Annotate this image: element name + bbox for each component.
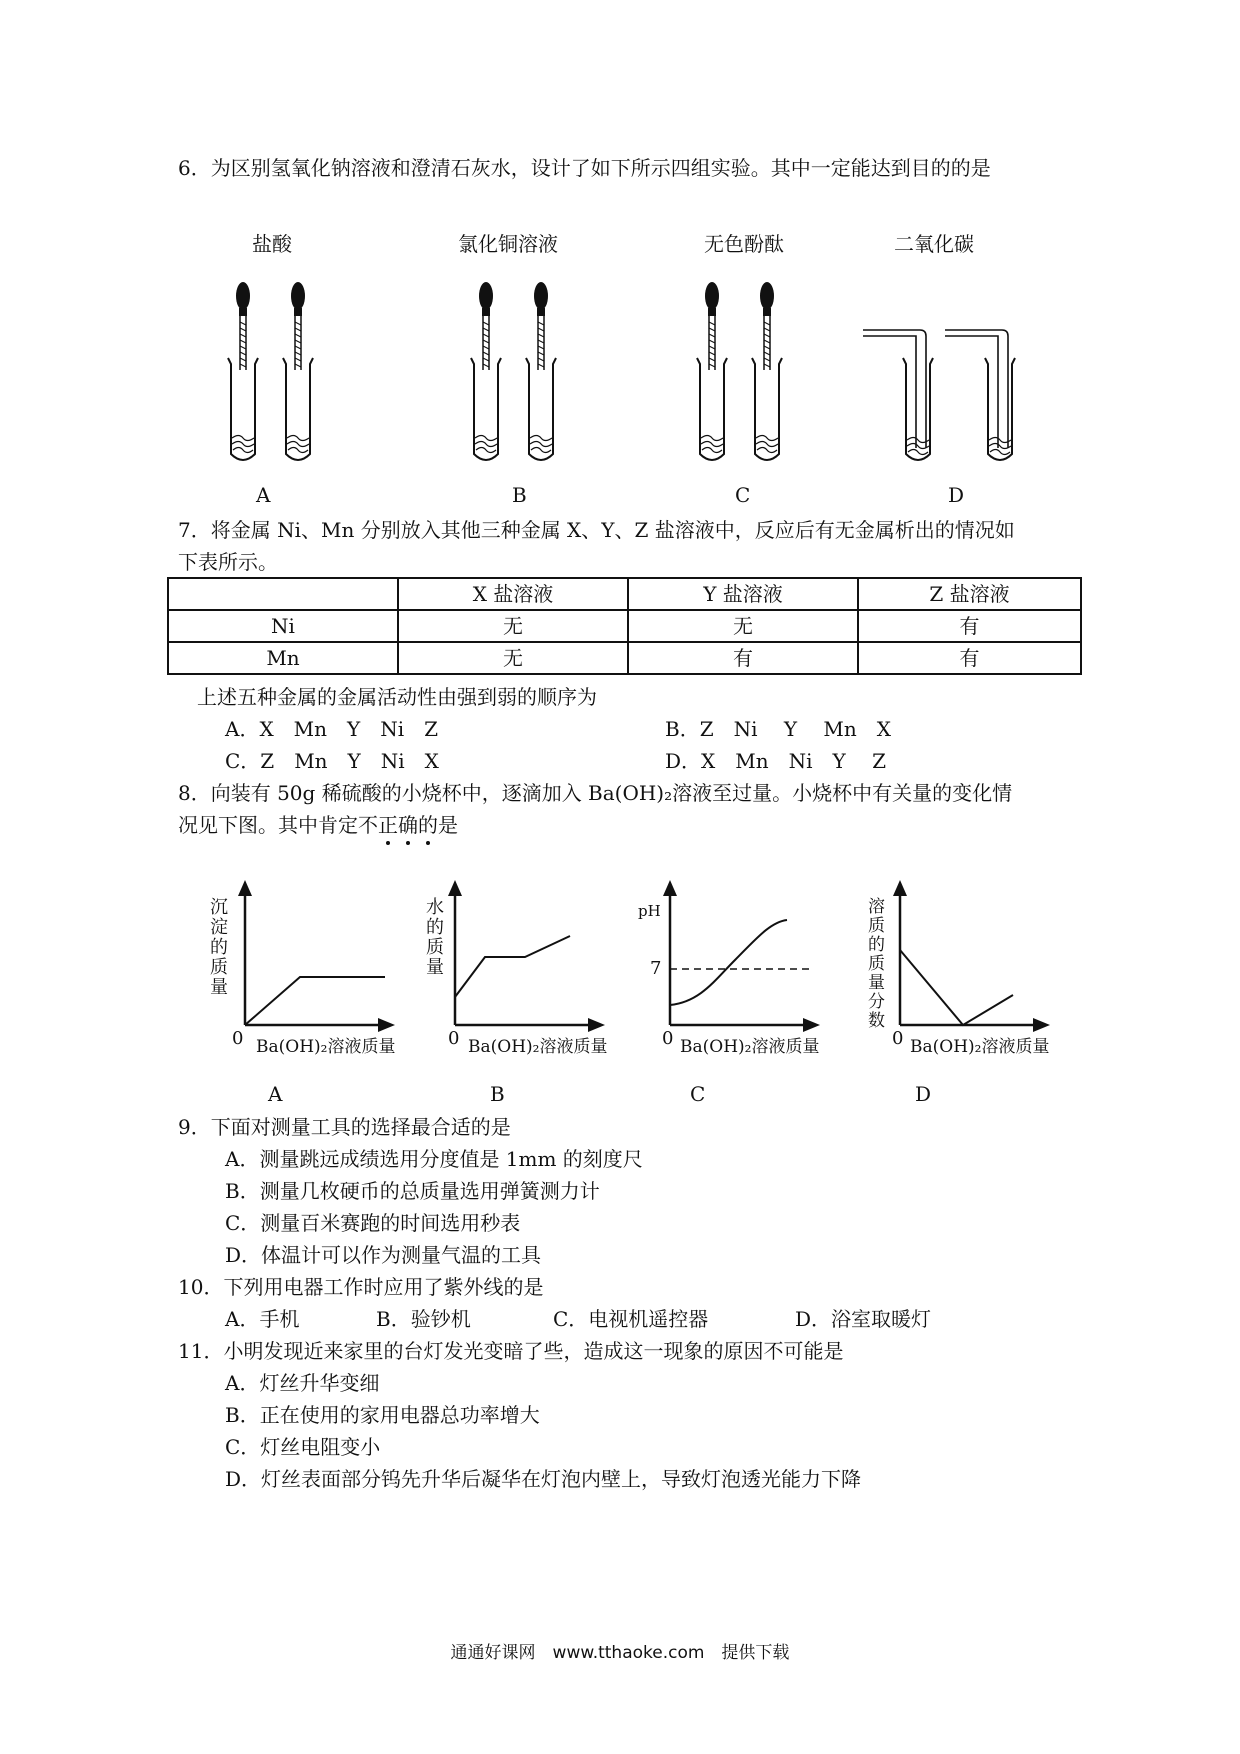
q8-graph-d-xlabel: Ba(OH)₂溶液质量 [910, 1037, 1050, 1057]
q7-option-c: C．Z Mn Y Ni X [225, 749, 439, 773]
q6-apparatus [0, 0, 1240, 480]
q11-option-a: A．灯丝升华变细 [225, 1371, 380, 1395]
table-cell: 有 [628, 642, 858, 674]
q8-graph-a [230, 880, 400, 1030]
q8-graph-a-label: A [268, 1082, 283, 1106]
table-cell: 无 [628, 610, 858, 642]
q7-question: 上述五种金属的金属活动性由强到弱的顺序为 [197, 685, 597, 709]
q9-option-b: B．测量几枚硬币的总质量选用弹簧测力计 [225, 1179, 600, 1203]
q6-label-a: A [256, 483, 271, 507]
q8-graph-b [440, 880, 610, 1030]
page-footer: 通通好课网 www.tthaoke.com 提供下载 [450, 1643, 790, 1663]
q9-option-d: D．体温计可以作为测量气温的工具 [225, 1243, 542, 1267]
q7-stem-line2: 下表所示。 [178, 550, 278, 574]
table-cell: 无 [398, 642, 628, 674]
q11-option-d: D．灯丝表面部分钨先升华后凝华在灯泡内壁上，导致灯泡透光能力下降 [225, 1467, 862, 1491]
table-cell [168, 578, 398, 610]
q7-table [167, 577, 1082, 675]
q8-graph-b-ylabel: 水的质量 [426, 897, 444, 978]
q6-reagent-c: 无色酚酞 [704, 232, 784, 256]
table-cell: X 盐溶液 [398, 578, 628, 610]
table-cell: 无 [398, 610, 628, 642]
q10-stem: 10．下列用电器工作时应用了紫外线的是 [178, 1275, 544, 1299]
q10-option-c: C．电视机遥控器 [553, 1307, 709, 1331]
table-cell: Ni [168, 610, 398, 642]
table-cell: Mn [168, 642, 398, 674]
q8-graph-b-origin: 0 [448, 1028, 460, 1049]
q6-stem: 6．为区别氢氧化钠溶液和澄清石灰水，设计了如下所示四组实验。其中一定能达到目的的是 [178, 156, 991, 180]
q11-stem: 11．小明发现近来家里的台灯发光变暗了些，造成这一现象的原因不可能是 [178, 1339, 844, 1363]
q8-stem-line1: 8．向装有 50g 稀硫酸的小烧杯中，逐滴加入 Ba(OH)₂溶液至过量。小烧杯中有关量的变化情 [178, 781, 1013, 805]
q8-graph-c-ylabel: pH [638, 902, 661, 920]
q8-graph-a-xlabel: Ba(OH)₂溶液质量 [256, 1037, 396, 1057]
q7-option-b: B．Z Ni Y Mn X [665, 717, 892, 741]
q8-emphasis-dots [382, 838, 462, 848]
q8-graph-b-xlabel: Ba(OH)₂溶液质量 [468, 1037, 608, 1057]
q8-graph-b-label: B [490, 1082, 505, 1106]
q8-graph-c-xlabel: Ba(OH)₂溶液质量 [680, 1037, 820, 1057]
q6-label-b: B [512, 483, 527, 507]
q8-graph-a-ylabel: 沉淀的质量 [210, 897, 228, 998]
q8-graph-c-label: C [690, 1082, 706, 1106]
table-cell: Y 盐溶液 [628, 578, 858, 610]
q8-stem-line2: 况见下图。其中肯定不正确的是 [178, 813, 458, 837]
q8-graph-c-tick: 7 [650, 958, 662, 979]
q6-reagent-d: 二氧化碳 [894, 232, 974, 256]
table-cell: 有 [858, 642, 1081, 674]
q8-graph-d-ylabel: 溶质的质量分数 [868, 897, 885, 1031]
table-cell: Z 盐溶液 [858, 578, 1081, 610]
q8-graph-d-origin: 0 [892, 1028, 904, 1049]
q6-reagent-a: 盐酸 [252, 232, 292, 256]
table-row [168, 642, 1081, 674]
table-row [168, 610, 1081, 642]
table-row [168, 578, 1081, 610]
q6-label-c: C [735, 483, 751, 507]
q11-option-c: C．灯丝电阻变小 [225, 1435, 381, 1459]
q8-graph-d [885, 880, 1055, 1030]
table-cell: 有 [858, 610, 1081, 642]
q9-option-c: C．测量百米赛跑的时间选用秒表 [225, 1211, 521, 1235]
q8-graph-a-origin: 0 [232, 1028, 244, 1049]
q7-option-d: D．X Mn Ni Y Z [665, 749, 886, 773]
q7-stem-line1: 7．将金属 Ni、Mn 分别放入其他三种金属 X、Y、Z 盐溶液中，反应后有无金属析出的情况如 [178, 518, 1015, 542]
q9-option-a: A．测量跳远成绩选用分度值是 1mm 的刻度尺 [225, 1147, 643, 1171]
q10-option-b: B．验钞机 [376, 1307, 471, 1331]
q8-graph-c [655, 880, 825, 1030]
q9-stem: 9．下面对测量工具的选择最合适的是 [178, 1115, 511, 1139]
q10-option-a: A．手机 [225, 1307, 300, 1331]
q6-label-d: D [948, 483, 965, 507]
q10-option-d: D．浴室取暖灯 [795, 1307, 932, 1331]
q11-option-b: B．正在使用的家用电器总功率增大 [225, 1403, 540, 1427]
q8-graph-c-origin: 0 [662, 1028, 674, 1049]
q7-option-a: A．X Mn Y Ni Z [225, 717, 439, 741]
q6-reagent-b: 氯化铜溶液 [458, 232, 558, 256]
q8-graph-d-label: D [915, 1082, 932, 1106]
